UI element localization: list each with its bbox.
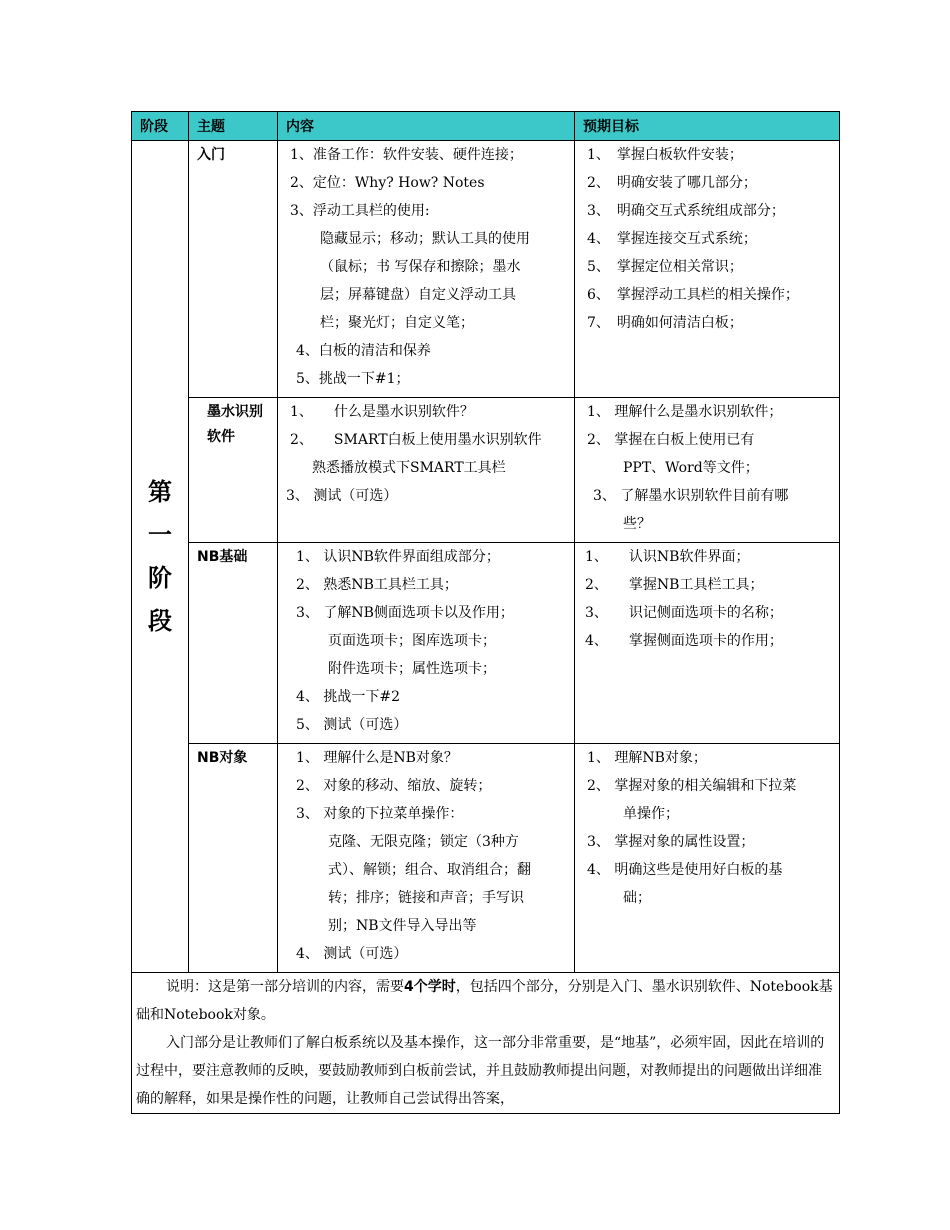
- content-line: 3、 了解NB侧面选项卡以及作用；: [296, 605, 514, 621]
- content-line: 4、 挑战一下#2: [296, 689, 400, 705]
- note-row: [132, 973, 840, 1114]
- content-line: 转；排序；链接和声音；手写识: [328, 890, 524, 906]
- training-plan-table: [131, 111, 840, 1114]
- goal-line: 些？: [623, 516, 651, 532]
- content-line: 1、 什么是墨水识别软件？: [290, 404, 474, 420]
- content-line: 3、 测试（可选）: [286, 488, 398, 504]
- content-cell: [278, 543, 575, 744]
- goal-line: 1、 理解什么是墨水识别软件；: [587, 404, 783, 420]
- goal-line: 2、 明确安装了哪几部分；: [587, 175, 757, 191]
- goal-line: 4、 掌握侧面选项卡的作用；: [585, 633, 783, 649]
- goal-line: 2、 掌握在白板上使用已有: [587, 432, 755, 448]
- content-line: 克隆、无限克隆；锁定（3种方: [328, 834, 519, 850]
- goal-line: 3、 明确交互式系统组成部分；: [587, 203, 785, 219]
- stage-char: 第: [148, 477, 172, 506]
- stage-char: 段: [148, 606, 172, 635]
- topic-cell: 入门: [189, 141, 278, 398]
- content-line: 1、准备工作：软件安装、硬件连接；: [290, 147, 523, 163]
- note-cell: [132, 973, 840, 1114]
- goal-line: 5、 掌握定位相关常识；: [587, 259, 743, 275]
- note-paragraph: 入门部分是让教师们了解白板系统以及基本操作，这一部分非常重要，是“地基”，必须牢固，因此在培训的过程中，要注意教师的反映，要鼓励教师到白板前尝试，并且鼓励教师提出问题，对教师提出的问题做出详细准确的解释，如果是操作性的问题，让教师自己尝试得出答案，: [136, 1035, 825, 1107]
- goal-line: 7、 明确如何清洁白板；: [587, 315, 743, 331]
- topic-cell: NB基础: [189, 543, 278, 744]
- table-row: [132, 398, 840, 543]
- content-line: 4、白板的清洁和保养: [296, 343, 431, 359]
- header-goals: 预期目标: [575, 112, 840, 141]
- goals-cell: [575, 744, 840, 973]
- goals-cell: [575, 543, 840, 744]
- topic-cell: NB对象: [189, 744, 278, 973]
- goal-line: 4、 明确这些是使用好白板的基: [587, 862, 783, 878]
- stage-char: 一: [148, 520, 172, 549]
- goal-line: 3、 识记侧面选项卡的名称；: [585, 605, 783, 621]
- goal-line: 2、 掌握对象的相关编辑和下拉菜: [587, 778, 797, 794]
- goal-line: 1、 认识NB软件界面；: [585, 549, 750, 565]
- content-line: 附件选项卡；属性选项卡；: [328, 661, 496, 677]
- table-header-row: [132, 112, 840, 141]
- goals-cell: [575, 398, 840, 543]
- note-text: 说明：这是第一部分培训的内容，需要: [166, 979, 404, 995]
- goals-cell: [575, 141, 840, 398]
- content-line: 4、 测试（可选）: [296, 946, 408, 962]
- content-line: 5、 测试（可选）: [296, 717, 408, 733]
- content-line: 栏；聚光灯；自定义笔；: [320, 315, 474, 331]
- goal-line: PPT、Word等文件；: [623, 460, 759, 476]
- note-text: ，包括四个部分，分别是入门、墨水识别软件、Notebook基础和Notebook对象。: [136, 979, 833, 1023]
- goal-line: 2、 掌握NB工具栏工具；: [585, 577, 764, 593]
- content-line: 3、 对象的下拉菜单操作：: [296, 806, 464, 822]
- table-row: [132, 543, 840, 744]
- goal-line: 3、 掌握对象的属性设置；: [587, 834, 755, 850]
- content-line: 1、 认识NB软件界面组成部分；: [296, 549, 500, 565]
- content-line: 隐藏显示；移动；默认工具的使用: [320, 231, 530, 247]
- header-stage: 阶段: [132, 112, 189, 141]
- content-line: 式）、解锁；组合、取消组合；翻: [328, 862, 531, 878]
- content-line: 2、定位：Why? How? Notes: [290, 175, 485, 191]
- content-cell: [278, 398, 575, 543]
- content-line: 页面选项卡；图库选项卡；: [328, 633, 496, 649]
- content-line: 5、挑战一下#1；: [296, 371, 410, 387]
- content-line: 2、 SMART白板上使用墨水识别软件: [290, 432, 542, 448]
- goal-line: 1、 掌握白板软件安装；: [587, 147, 743, 163]
- stage-cell: [132, 141, 189, 973]
- content-cell: [278, 744, 575, 973]
- content-cell: [278, 141, 575, 398]
- header-content: 内容: [278, 112, 575, 141]
- content-line: 2、 对象的移动、缩放、旋转；: [296, 778, 492, 794]
- content-line: 2、 熟悉NB工具栏工具；: [296, 577, 458, 593]
- table-row: [132, 141, 840, 398]
- goal-line: 础；: [623, 890, 651, 906]
- goal-line: 4、 掌握连接交互式系统；: [587, 231, 757, 247]
- note-bold-text: 4个学时: [404, 979, 456, 995]
- topic-cell: 墨水识别软件: [189, 398, 278, 543]
- goal-line: 6、 掌握浮动工具栏的相关操作；: [587, 287, 799, 303]
- header-topic: 主题: [189, 112, 278, 141]
- goal-line: 1、 理解NB对象；: [587, 750, 707, 766]
- goal-line: 3、 了解墨水识别软件目前有哪: [593, 488, 789, 504]
- table-row: [132, 744, 840, 973]
- note-paragraph: [136, 973, 835, 1029]
- goal-line: 单操作；: [623, 806, 679, 822]
- content-line: 熟悉播放模式下SMART工具栏: [312, 460, 506, 476]
- content-line: 1、 理解什么是NB对象？: [296, 750, 458, 766]
- content-line: 别；NB文件导入导出等: [328, 918, 477, 934]
- content-line: 3、浮动工具栏的使用:: [290, 203, 430, 219]
- stage-char: 阶: [148, 563, 172, 592]
- content-line: （鼠标；书 写保存和擦除；墨水: [320, 259, 521, 275]
- content-line: 层；屏幕键盘）自定义浮动工具: [320, 287, 516, 303]
